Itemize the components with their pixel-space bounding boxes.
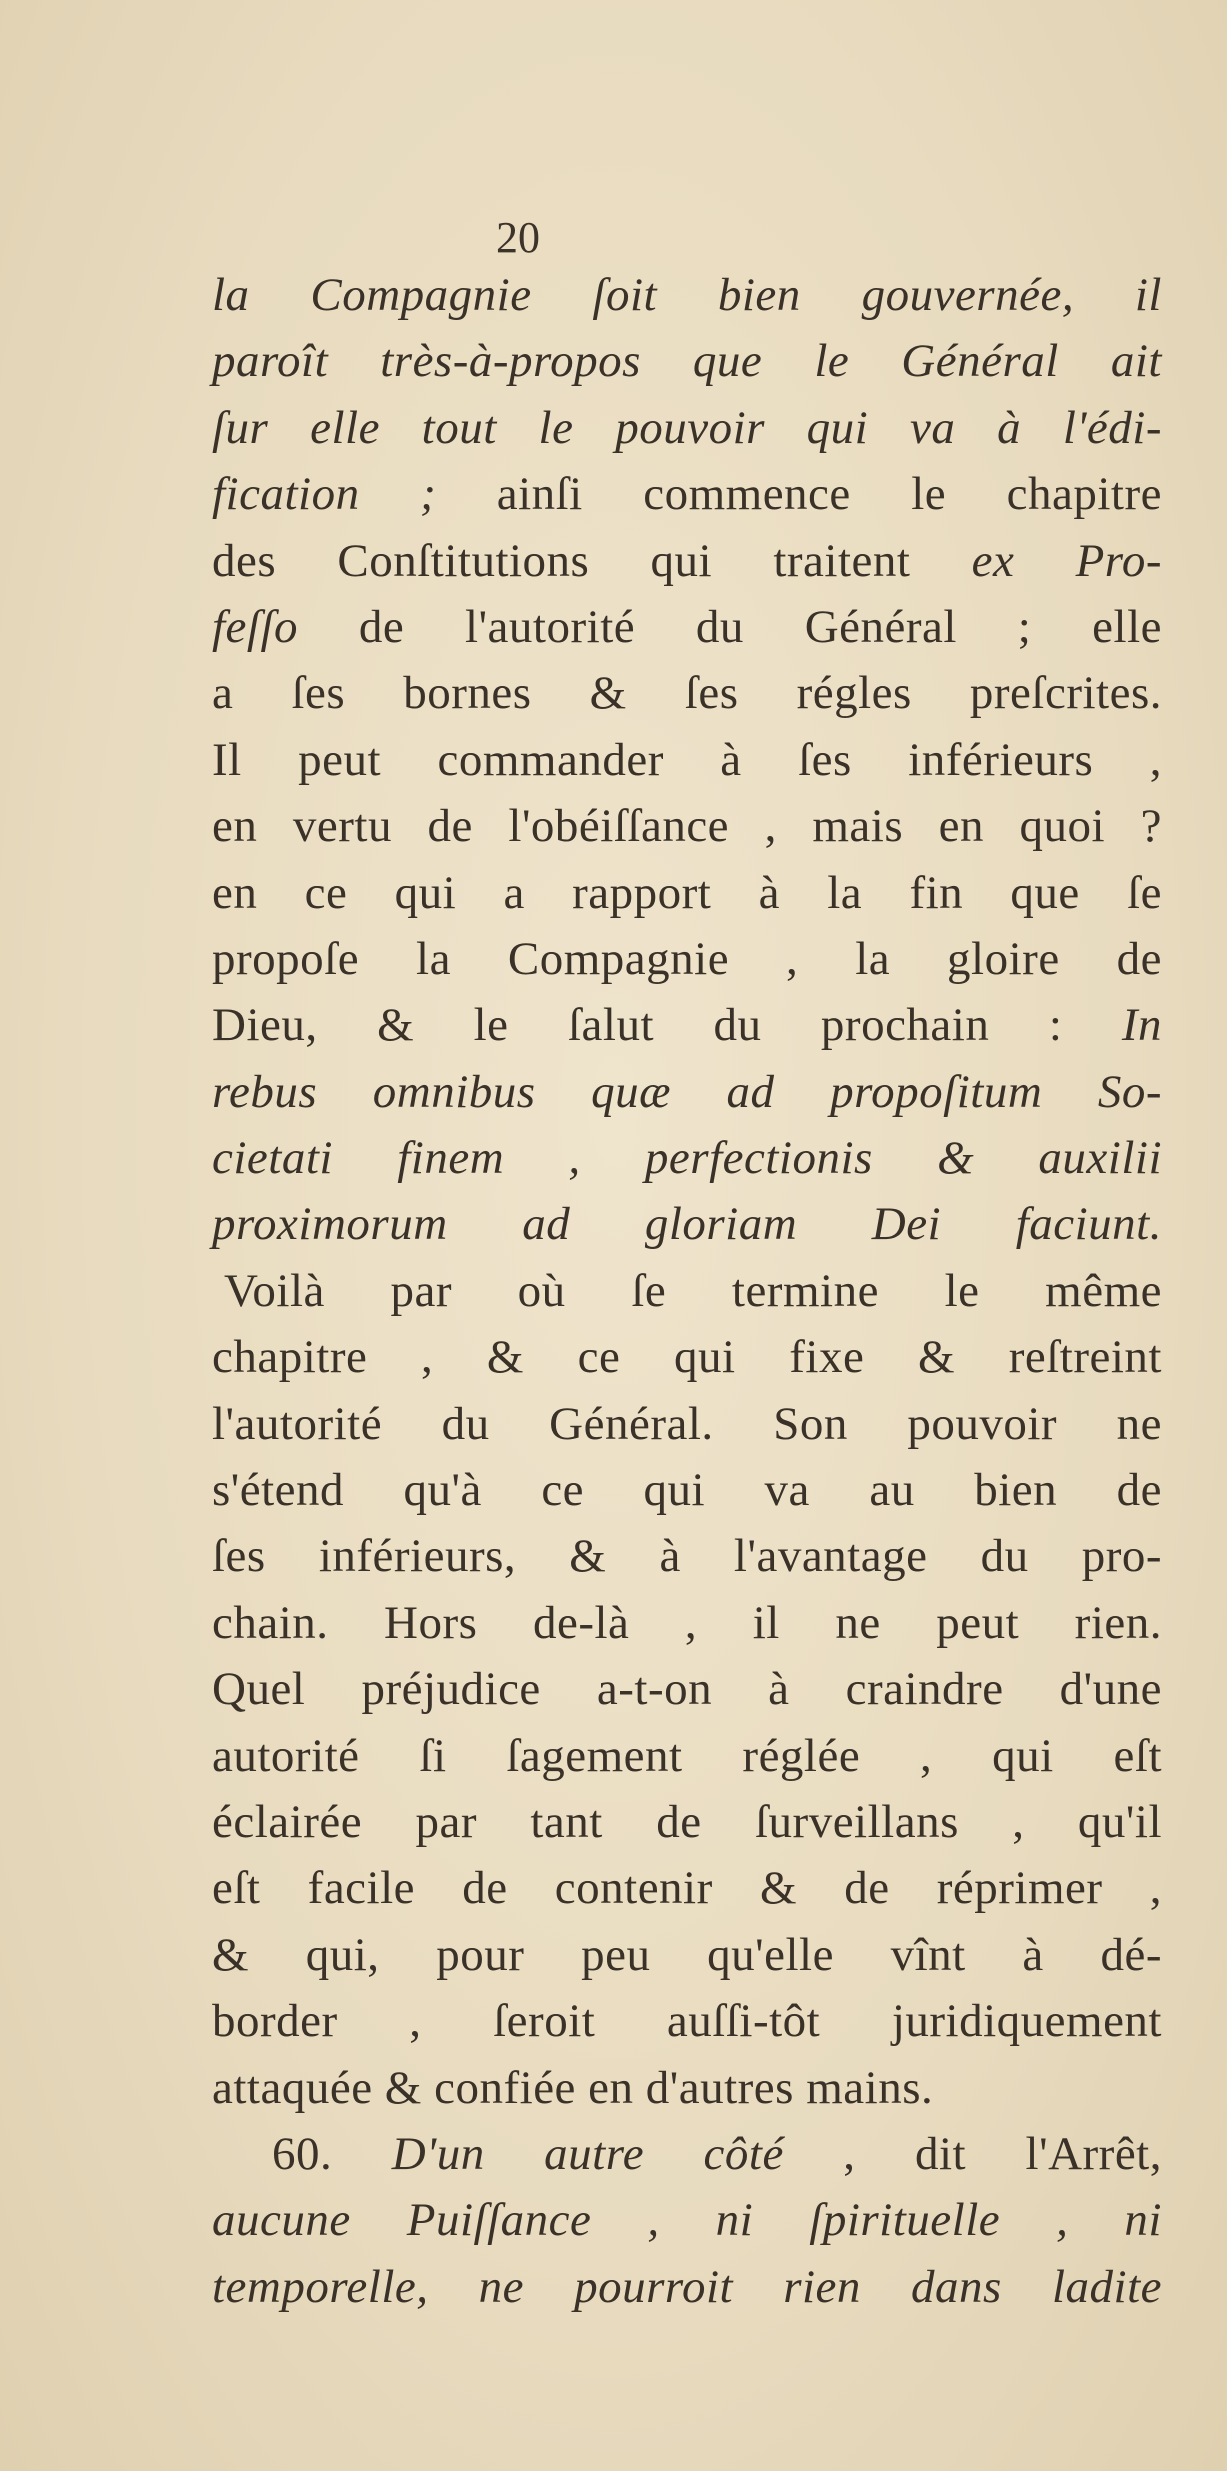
roman-text: & qui, pour peu qu'elle vînt à dé- <box>212 1928 1162 1981</box>
italic-text: cietati finem , perfectionis & auxilii <box>212 1132 1162 1185</box>
roman-text: Voilà par où ſe termine le même <box>224 1264 1162 1317</box>
text-line <box>212 1324 1162 1390</box>
text-line <box>212 1723 1162 1789</box>
italic-text: proximorum ad gloriam Dei faciunt. <box>212 1198 1162 1251</box>
italic-text: aucune Puiſſance , ni ſpirituelle , ni <box>212 2194 1162 2247</box>
roman-text: attaquée & confiée en d'autres mains. <box>212 2061 934 2114</box>
text-line <box>212 926 1162 992</box>
roman-text: propoſe la Compagnie , la gloire de <box>212 932 1162 985</box>
roman-text: eſt facile de contenir & de réprimer , <box>212 1862 1162 1915</box>
roman-text: en vertu de l'obéiſſance , mais en quoi ? <box>212 800 1162 853</box>
text-line <box>212 1258 1162 1324</box>
text-line <box>212 1125 1162 1191</box>
italic-text: ſur elle tout le pouvoir qui va à l'édi- <box>212 401 1162 454</box>
roman-text: s'étend qu'à ce qui va au bien de <box>212 1464 1162 1517</box>
roman-text: chain. Hors de-là , il ne peut rien. <box>212 1596 1162 1649</box>
text-line <box>212 1789 1162 1855</box>
roman-text: a ſes bornes & ſes régles preſcrites. <box>212 667 1162 720</box>
italic-text: rebus omnibus quæ ad propoſitum So- <box>212 1065 1162 1118</box>
text-line <box>212 328 1162 394</box>
roman-text: de l'autorité du Général ; elle <box>298 600 1162 653</box>
text-line <box>212 1922 1162 1988</box>
text-line <box>212 992 1162 1058</box>
body-text <box>212 262 1162 2320</box>
italic-text: In <box>1121 999 1162 1052</box>
italic-text: ex Pro- <box>971 534 1162 587</box>
roman-text: autorité ſi ſagement réglée , qui eſt <box>212 1729 1162 1782</box>
text-line <box>212 395 1162 461</box>
text-line <box>212 1855 1162 1921</box>
text-line <box>212 1523 1162 1589</box>
text-line <box>212 2121 1162 2187</box>
text-line <box>212 1457 1162 1523</box>
text-line <box>212 262 1162 328</box>
text-line <box>212 1191 1162 1257</box>
roman-text: ainſi commence le chapitre <box>436 468 1162 521</box>
text-line <box>212 2254 1162 2320</box>
roman-text: , dit l'Arrêt, <box>783 2127 1162 2180</box>
text-line <box>212 1590 1162 1656</box>
text-line <box>212 1391 1162 1457</box>
text-line <box>212 660 1162 726</box>
text-line <box>212 1059 1162 1125</box>
page-number: 20 <box>496 213 540 262</box>
roman-text: Dieu, & le ſalut du prochain : <box>212 999 1122 1052</box>
italic-text: D'un autre côté <box>391 2127 784 2180</box>
roman-text: éclairée par tant de ſurveillans , qu'il <box>212 1795 1162 1848</box>
italic-text: temporelle, ne pourroit rien dans ladite <box>212 2260 1162 2313</box>
italic-text: la Compagnie ſoit bien gouvernée, il <box>212 269 1162 321</box>
text-line <box>212 727 1162 793</box>
roman-text: 60. <box>272 2127 392 2180</box>
roman-text: en ce qui a rapport à la fin que ſe <box>212 866 1162 919</box>
roman-text: l'autorité du Général. Son pouvoir ne <box>212 1397 1162 1450</box>
text-line <box>212 594 1162 660</box>
roman-text: border , ſeroit auſſi-tôt juridiquement <box>212 1995 1162 2048</box>
text-line <box>212 2055 1162 2121</box>
text-line <box>212 461 1162 527</box>
text-line <box>212 2187 1162 2253</box>
italic-text: fication ; <box>212 468 437 521</box>
roman-text: ſes inférieurs, & à l'avantage du pro- <box>212 1530 1162 1583</box>
italic-text: feſſo <box>212 600 299 653</box>
text-line <box>212 528 1162 594</box>
roman-text: des Conſtitutions qui traitent <box>212 534 972 587</box>
italic-text: paroît très-à-propos que le Général ait <box>212 335 1162 388</box>
text-line <box>212 1656 1162 1722</box>
text-line <box>212 1988 1162 2054</box>
roman-text: chapitre , & ce qui fixe & reſtreint <box>212 1331 1162 1384</box>
text-line <box>212 860 1162 926</box>
roman-text: Quel préjudice a-t-on à craindre d'une <box>212 1663 1162 1716</box>
text-line <box>212 793 1162 859</box>
roman-text: Il peut commander à ſes inférieurs , <box>212 733 1162 786</box>
